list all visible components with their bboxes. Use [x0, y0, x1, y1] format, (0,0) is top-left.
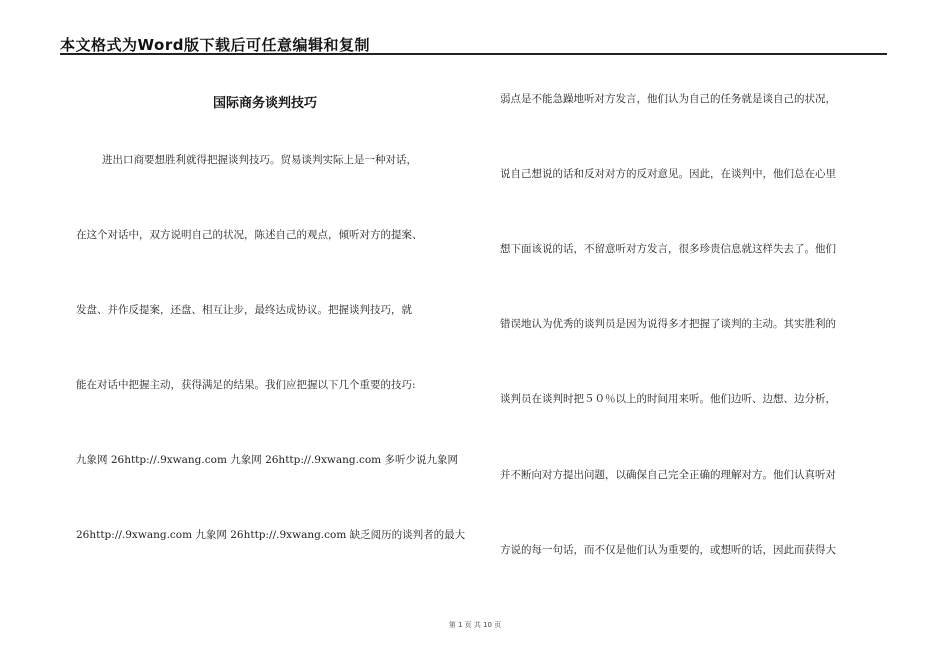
page-number-footer: 第 1 页 共 10 页: [448, 621, 502, 629]
left-column-line-1: 进出口商要想胜利就得把握谈判技巧。贸易谈判实际上是一种对话，: [102, 154, 417, 166]
header-divider: [60, 53, 887, 55]
document-title: 国际商务谈判技巧: [212, 96, 317, 111]
right-column-line-2: 说自己想说的话和反对对方的反对意见。因此，在谈判中，他们总在心里: [500, 168, 836, 180]
document-header-banner: 本文格式为Word版下载后可任意编辑和复制: [60, 36, 370, 54]
right-column-line-7: 方说的每一句话，而不仅是他们认为重要的，或想听的话，因此而获得大: [500, 544, 836, 556]
right-column-line-6: 并不断向对方提出问题，以确保自己完全正确的理解对方。他们认真听对: [500, 469, 836, 481]
right-column-line-4: 错误地认为优秀的谈判员是因为说得多才把握了谈判的主动。其实胜利的: [500, 318, 836, 330]
left-column-line-4: 能在对话中把握主动，获得满足的结果。我们应把握以下几个重要的技巧:: [76, 379, 416, 391]
left-column-line-5: 九象网 26http://.9xwang.com 九象网 26http://.9xwang.com 多听少说九象网: [76, 454, 458, 466]
left-column-line-3: 发盘、并作反提案，还盘、相互让步，最终达成协议。把握谈判技巧，就: [76, 304, 412, 316]
right-column-line-3: 想下面该说的话，不留意听对方发言，很多珍贵信息就这样失去了。他们: [500, 243, 836, 255]
left-column-line-2: 在这个对话中，双方说明自己的状况，陈述自己的观点，倾听对方的提案、: [76, 229, 423, 241]
right-column-line-5: 谈判员在谈判时把５０％以上的时间用来听。他们边听、边想、边分析，: [500, 393, 836, 405]
left-column-line-6: 26http://.9xwang.com 九象网 26http://.9xwang.com 缺乏阅历的谈判者的最大: [76, 529, 466, 541]
right-column-line-1: 弱点是不能急躁地听对方发言，他们认为自己的任务就是谈自己的状况，: [500, 93, 836, 105]
